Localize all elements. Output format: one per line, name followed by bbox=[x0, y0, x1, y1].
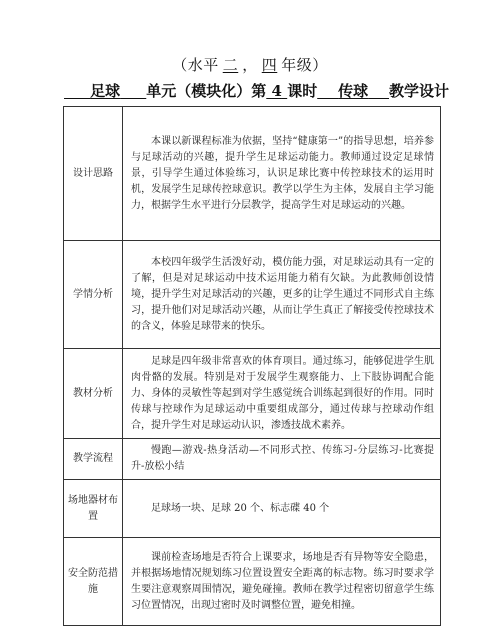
row-label: 场地器材布置 bbox=[64, 480, 123, 538]
table-row bbox=[64, 349, 441, 439]
row-content: 课前检查场地是否符合上课要求，场地是否有异物等安全隐患，并根据场地情况规划练习位置设置安全距离的标志物。练习时要求学生要注意观察周围情况，避免碰撞。教师在教学过程密切留意学生练习位置情况，出现过密时及时调整位置，避免相撞。 bbox=[123, 538, 441, 626]
title-open: （水平 bbox=[172, 56, 219, 74]
grade-level-heading bbox=[0, 56, 500, 74]
row-label: 学情分析 bbox=[64, 241, 123, 349]
row-content: 足球是四年级非常喜欢的体育项目。通过练习，能够促进学生肌肉骨骼的发展。特别是对于发展学生观察能力、上下肢协调配合能力、身体的灵敏性等起到对学生感觉统合训练起到很好的作用。同时传球与控球作为足球运动中重要组成部分，通过传球与控球动作组合，提升学生对足球运动认识，渗透技战术素养。 bbox=[123, 349, 441, 439]
row-label: 安全防范措施 bbox=[64, 538, 123, 626]
row-label: 设计思路 bbox=[64, 107, 123, 241]
grade-number: 四 bbox=[261, 56, 278, 74]
design-label: 教学设计 bbox=[389, 82, 450, 100]
table-row bbox=[64, 241, 441, 349]
topic-name: 传球 bbox=[338, 82, 369, 100]
row-label: 教材分析 bbox=[64, 349, 123, 439]
unit-heading bbox=[64, 82, 484, 100]
table-row bbox=[64, 439, 441, 480]
row-label: 教学流程 bbox=[64, 439, 123, 480]
lesson-number: 4 bbox=[271, 82, 282, 100]
row-content: 本课以新课程标准为依据，坚持“健康第一”的指导思想，培养参与足球活动的兴趣，提升学生足球运动能力。教师通过设定足球情景，引导学生通过体验练习，认识足球比赛中传控球技术的运用时机，发展学生足球传控球意识。教学以学生为主体，发展自主学习能力，根据学生水平进行分层教学，提高学生对足球运动的兴趣。 bbox=[123, 107, 441, 241]
lesson-label: 课时 bbox=[287, 82, 318, 100]
sport-name: 足球 bbox=[90, 82, 121, 100]
level-number: 二 bbox=[222, 56, 239, 74]
row-content: 足球场一块、足球 20 个、标志碟 40 个 bbox=[123, 480, 441, 538]
lesson-plan-table bbox=[63, 106, 441, 626]
table-row bbox=[64, 107, 441, 241]
title-comma: ， bbox=[242, 56, 258, 74]
title-close: 年级） bbox=[281, 56, 328, 74]
table-row bbox=[64, 480, 441, 538]
unit-label: 单元（模块化）第 bbox=[146, 82, 267, 100]
row-content: 本校四年级学生活泼好动，模仿能力强，对足球运动具有一定的了解，但是对足球运动中技术运用能力稍有欠缺。为此教师创设情境，提升学生对足球活动的兴趣，更多的让学生通过不同形式自主练习，提升他们对足球活动兴趣，从而让学生真正了解接受传控球技术的含义，体验足球带来的快乐。 bbox=[123, 241, 441, 349]
table-row bbox=[64, 538, 441, 626]
row-content: 慢跑—游戏-热身活动—不同形式控、传练习-分层练习-比赛提升-放松小结 bbox=[123, 439, 441, 480]
